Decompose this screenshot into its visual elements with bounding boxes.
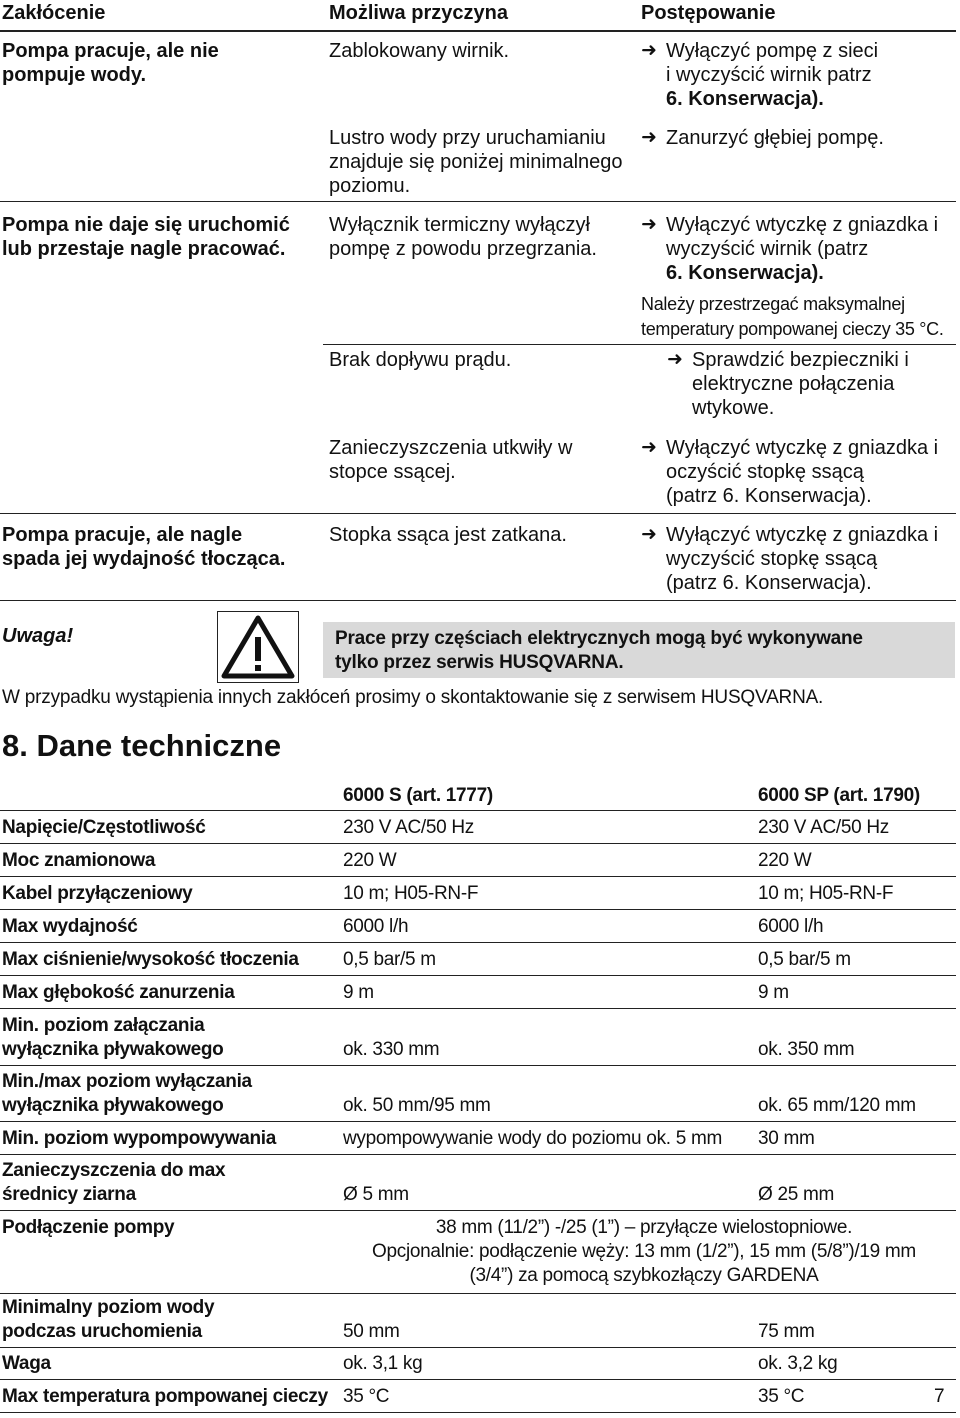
warning-icon-box	[217, 611, 299, 683]
spec-label: Max ciśnienie/wysokość tłoczenia	[2, 949, 299, 970]
fault-line: Pompa nie daje się uruchomić	[2, 214, 290, 236]
remedy-line: elektryczne połączenia	[692, 373, 895, 395]
spec-value-1: ok. 3,1 kg	[343, 1353, 423, 1374]
fault-line: spada jej wydajność tłocząca.	[2, 548, 286, 570]
remedy-line: wyczyścić wirnik (patrz	[666, 238, 869, 260]
spec-label: Max wydajność	[2, 916, 138, 937]
temperature-note	[641, 292, 959, 342]
spec-label-line: Min./max poziom wyłączania	[2, 1071, 252, 1092]
spec-label-line: wyłącznika pływakowego	[2, 1095, 224, 1116]
spec-row-divider	[0, 810, 956, 811]
spec-value-1: Ø 5 mm	[343, 1184, 409, 1205]
spec-value-2: 35 °C	[758, 1386, 805, 1407]
remedy-line: oczyścić stopkę ssącą	[666, 461, 864, 483]
spec-header-model-1: 6000 S (art. 1777)	[343, 785, 493, 806]
spec-value-2: 75 mm	[758, 1321, 815, 1342]
spec-bottom-line	[0, 1412, 956, 1413]
row-divider	[0, 201, 956, 202]
spec-value-2: 220 W	[758, 850, 812, 871]
cause-line: poziomu.	[329, 175, 411, 197]
spec-row-divider	[0, 1293, 956, 1294]
remedy-line: Sprawdzić bezpieczniki i	[692, 349, 909, 371]
spec-label: Moc znamionowa	[2, 850, 156, 871]
header-fault: Zakłócenie	[2, 2, 106, 24]
remedy-cell	[641, 523, 959, 595]
spec-row-divider	[0, 1379, 956, 1380]
cause-line: Brak dopływu prądu.	[329, 349, 512, 371]
remedy-line: wyczyścić stopkę ssącą	[666, 548, 878, 570]
cause-cell	[329, 348, 639, 372]
header-cause: Możliwa przyczyna	[329, 2, 508, 24]
remedy-cell	[641, 436, 959, 508]
fault-line: pompuje wody.	[2, 64, 147, 86]
spec-value-2: ok. 3,2 kg	[758, 1353, 838, 1374]
contact-service-text: W przypadku wystąpienia innych zakłóceń prosimy o skontaktowanie się z serwisem HUSQVARNA.	[2, 687, 824, 708]
cause-cell	[329, 213, 639, 261]
cause-cell	[329, 126, 639, 198]
remedy-line: Wyłączyć wtyczkę z gniazdka i	[666, 437, 939, 459]
spec-value-1: wypompowywanie wody do poziomu ok. 5 mm	[343, 1128, 723, 1149]
remedy-line: Wyłączyć wtyczkę z gniazdka i	[666, 524, 939, 546]
fault-cell	[2, 523, 322, 571]
spec-row-divider	[0, 876, 956, 877]
warning-text-line: Prace przy częściach elektrycznych mogą być wykonywane	[335, 628, 863, 649]
cause-line: pompę z powodu przegrzania.	[329, 238, 597, 260]
spec-row-divider	[0, 1008, 956, 1009]
remedy-cell	[641, 39, 959, 111]
fault-line: Pompa pracuje, ale nagle	[2, 524, 243, 546]
remedy-line: wtykowe.	[692, 397, 775, 419]
spec-value-2: 10 m; H05-RN-F	[758, 883, 894, 904]
spec-label-line: Minimalny poziom wody	[2, 1297, 215, 1318]
remedy-line: 6. Konserwacja).	[666, 88, 824, 110]
remedy-cell	[641, 126, 959, 150]
spec-row-divider	[0, 909, 956, 910]
remedy-cell	[667, 348, 959, 420]
row-divider	[0, 513, 956, 514]
spec-label-line: podczas uruchomienia	[2, 1321, 202, 1342]
spec-value-1: ok. 330 mm	[343, 1039, 440, 1060]
fault-line: Pompa pracuje, ale nie	[2, 40, 219, 62]
fault-cell	[2, 39, 322, 87]
cause-line: Wyłącznik termiczny wyłączył	[329, 214, 590, 236]
section-title: 8. Dane techniczne	[2, 728, 282, 763]
remedy-line: Wyłączyć wtyczkę z gniazdka i	[666, 214, 939, 236]
spec-label: Max głębokość zanurzenia	[2, 982, 235, 1003]
spec-row-divider	[0, 942, 956, 943]
spec-value-2: 6000 l/h	[758, 916, 824, 937]
spec-value-1: 50 mm	[343, 1321, 400, 1342]
header-remedy: Postępowanie	[641, 2, 776, 24]
spec-value-1: 220 W	[343, 850, 397, 871]
warning-text-line: tylko przez serwis HUSQVARNA.	[335, 652, 624, 673]
spec-value-1: 35 °C	[343, 1386, 390, 1407]
remedy-line: Wyłączyć pompę z sieci	[666, 40, 879, 62]
spec-label: Waga	[2, 1353, 51, 1374]
table-bottom-line	[0, 600, 956, 601]
spec-value-1: 9 m	[343, 982, 374, 1003]
remedy-line: i wyczyścić wirnik patrz	[666, 64, 872, 86]
spec-connection-line: Opcjonalnie: podłączenie węży: 13 mm (1/2”), 15 mm (5/8”)/19 mm	[372, 1241, 916, 1262]
spec-connection-line: 38 mm (11/2”) -/25 (1”) – przyłącze wielostopniowe.	[435, 1217, 853, 1238]
spec-row-divider	[0, 1121, 956, 1122]
spec-header-model-2: 6000 SP (art. 1790)	[758, 785, 920, 806]
spec-label	[2, 1070, 332, 1118]
spec-value-1: 6000 l/h	[343, 916, 409, 937]
spec-row-divider	[0, 975, 956, 976]
spec-connection-line: (3/4”) za pomocą szybkozłączy GARDENA	[469, 1265, 819, 1286]
spec-row-divider	[0, 1065, 956, 1066]
spec-row-divider	[0, 1210, 956, 1211]
spec-row-divider	[0, 1154, 956, 1155]
spec-label	[2, 1296, 332, 1344]
cause-line: Zablokowany wirnik.	[329, 40, 510, 62]
spec-value-2: 230 V AC/50 Hz	[758, 817, 889, 838]
header-divider	[0, 30, 956, 32]
note-line: Należy przestrzegać maksymalnej	[641, 294, 905, 314]
cause-line: Zanieczyszczenia utkwiły w	[329, 437, 573, 459]
spec-label: Max temperatura pompowanej cieczy	[2, 1386, 328, 1407]
arrow-icon: ➜	[641, 214, 657, 235]
cause-line: Lustro wody przy uruchamianiu	[329, 127, 606, 149]
arrow-icon: ➜	[641, 127, 657, 148]
spec-value-2: 30 mm	[758, 1128, 815, 1149]
spec-connection-text	[338, 1216, 950, 1288]
arrow-icon: ➜	[641, 437, 657, 458]
spec-label-line: wyłącznika pływakowego	[2, 1039, 224, 1060]
remedy-line: Zanurzyć głębiej pompę.	[666, 127, 884, 149]
arrow-icon: ➜	[641, 40, 657, 61]
spec-value-1: 230 V AC/50 Hz	[343, 817, 474, 838]
arrow-icon: ➜	[667, 349, 683, 370]
remedy-line: (patrz 6. Konserwacja).	[666, 485, 872, 507]
note-line: temperatury pompowanej cieczy 35 °C.	[641, 319, 944, 339]
remedy-cell	[641, 213, 959, 285]
spec-label-line: Min. poziom załączania	[2, 1015, 205, 1036]
remedy-line: (patrz 6. Konserwacja).	[666, 572, 872, 594]
cause-line: stopce ssącej.	[329, 461, 456, 483]
cause-cell	[329, 436, 639, 484]
spec-value-2: 0,5 bar/5 m	[758, 949, 851, 970]
warning-label: Uwaga!	[2, 625, 74, 647]
cause-cell	[329, 39, 639, 63]
cause-line: Stopka ssąca jest zatkana.	[329, 524, 567, 546]
spec-row-divider	[0, 843, 956, 844]
row-divider	[323, 344, 956, 345]
spec-value-2: ok. 350 mm	[758, 1039, 855, 1060]
spec-value-1: ok. 50 mm/95 mm	[343, 1095, 491, 1116]
cause-line: znajduje się poniżej minimalnego	[329, 151, 623, 173]
fault-cell	[2, 213, 322, 261]
spec-label	[2, 1014, 332, 1062]
spec-value-2: Ø 25 mm	[758, 1184, 835, 1205]
spec-value-2: 9 m	[758, 982, 789, 1003]
spec-label-line: średnicy ziarna	[2, 1184, 136, 1205]
spec-label: Min. poziom wypompowywania	[2, 1128, 277, 1149]
spec-value-2: ok. 65 mm/120 mm	[758, 1095, 916, 1116]
page-number: 7	[934, 1386, 945, 1407]
remedy-line: 6. Konserwacja).	[666, 262, 824, 284]
fault-line: lub przestaje nagle pracować.	[2, 238, 286, 260]
cause-cell	[329, 523, 639, 547]
spec-row-divider	[0, 1347, 956, 1348]
spec-label	[2, 1159, 332, 1207]
spec-value-1: 0,5 bar/5 m	[343, 949, 436, 970]
spec-value-1: 10 m; H05-RN-F	[343, 883, 479, 904]
spec-label-line: Zanieczyszczenia do max	[2, 1160, 226, 1181]
spec-label: Napięcie/Częstotliwość	[2, 817, 206, 838]
spec-label: Podłączenie pompy	[2, 1217, 175, 1238]
arrow-icon: ➜	[641, 524, 657, 545]
warning-triangle-icon	[218, 612, 298, 682]
spec-label: Kabel przyłączeniowy	[2, 883, 193, 904]
warning-text	[335, 627, 955, 675]
